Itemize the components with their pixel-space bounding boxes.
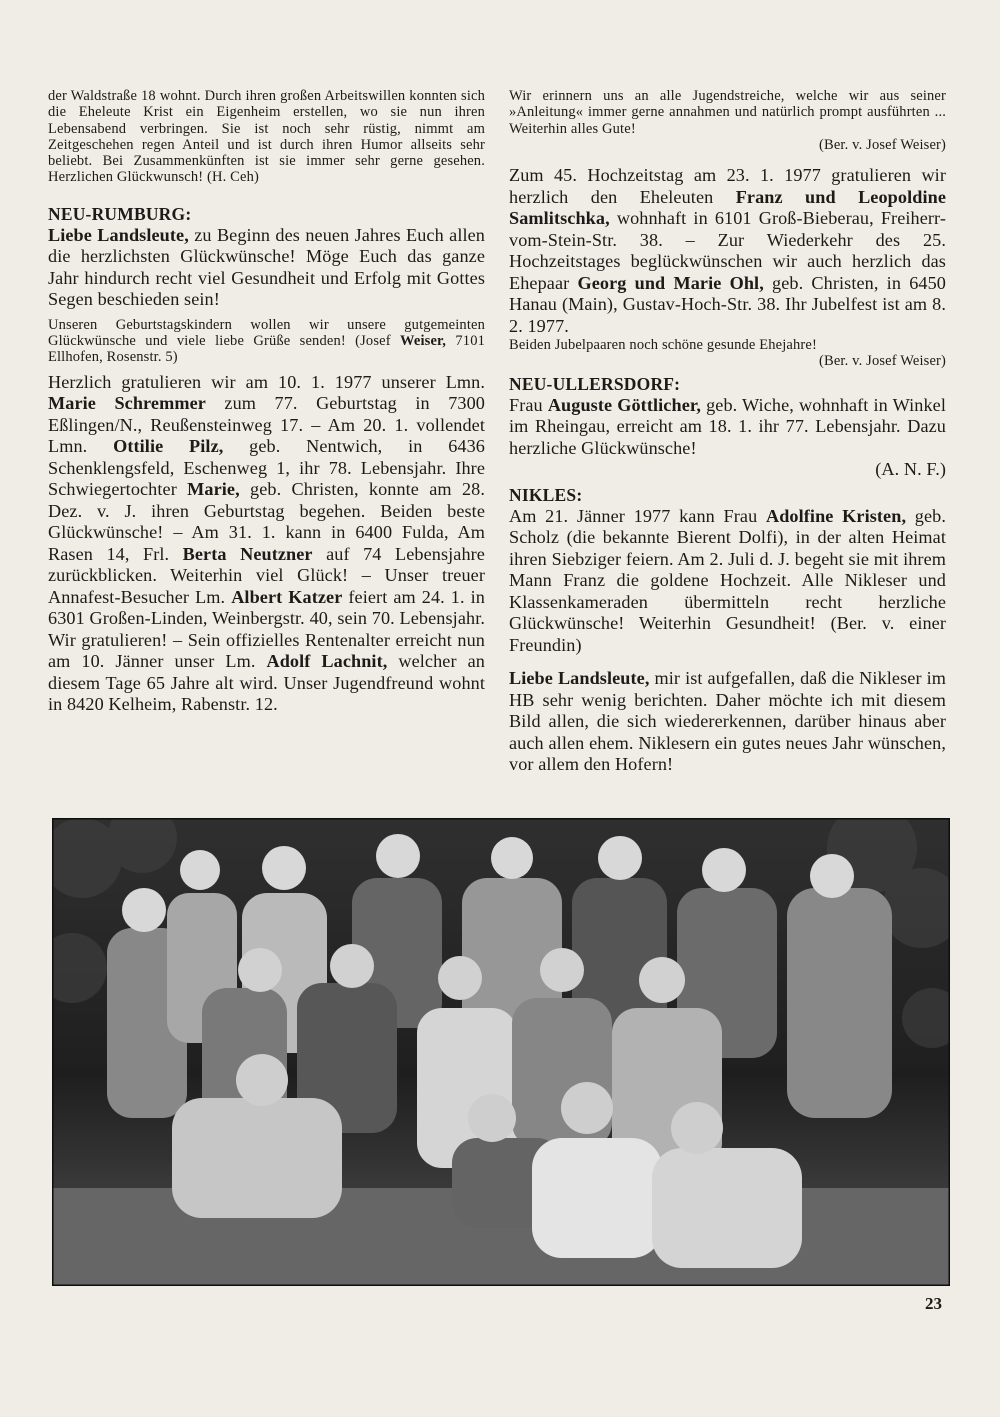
heading-neu-rumburg: NEU-RUMBURG: — [48, 203, 192, 224]
paragraph-krist: der Waldstraße 18 wohnt. Durch ihren großen Arbeitswillen konnten sich die Eheleute Krist ein Eigenheim erstellen, wo sie nun ihren Lebensabend verbringen. Sie ist noch sehr rüstig, nimmt am Zeitgeschehen regen Anteil und ist durch ihren Humor allseits sehr beliebt. Bei Zusammenkünften ist sie immer sehr gerne gesehen. Herzlichen Glückwunsch! (H. Ceh) — [48, 88, 485, 186]
paragraph-neu-rumburg-greeting: Liebe Landsleute, zu Beginn des neuen Jahres Euch allen die herzlichsten Glückwünsche! Möge Euch das ganze Jahr hindurch recht viel Gesundheit und Erfolg mit Gottes Segen beschieden sein! — [48, 224, 486, 310]
credit-josef-weiser-2: (Ber. v. Josef Weiser) — [819, 353, 946, 370]
left-column — [48, 88, 485, 716]
credit-josef-weiser-1: (Ber. v. Josef Weiser) — [819, 136, 946, 153]
group-photo — [52, 818, 950, 1286]
paragraph-nikleser: Liebe Landsleute, mir ist aufgefallen, daß die Nikleser im HB sehr wenig berichten. Daher möchte ich mit diesem Bild allen, die sich wiedererkennen, darüber hinaus aber auch allen ehem. Niklesern ein gutes neues Jahr wünschen, vor allem den Hofern! — [509, 668, 947, 775]
paragraph-jugendstreiche: Wir erinnern uns an alle Jugendstreiche, welche wir aus seiner »Anleitung« immer gerne annahmen und natürlich prompt ausführten ... Weiterhin alles Gute! — [509, 88, 946, 137]
page-number: 23 — [925, 1294, 942, 1313]
paragraph-birthday-intro: Unseren Geburtstagskindern wollen wir unsere gutgemeinten Glückwünsche und viele liebe Grüße senden! (Josef Weiser, 7101 Ellhofen, Rosenstr. 5) — [48, 316, 485, 366]
paragraph-kristen: Am 21. Jänner 1977 kann Frau Adolfine Kristen, geb. Scholz (die bekannte Bierent Dolfi), in der alten Heimat ihren Siebziger feiern. Am 2. Juli d. J. begeht sie mit ihrem Mann Franz die goldene Hochzeit. Alle Nikleser und Klassenkameraden übermitteln recht herzliche Glückwünsche! Weiterhin Gesundheit! (Ber. v. einer Freundin) — [509, 505, 946, 655]
credit-anf: (A. N. F.) — [875, 459, 946, 480]
paragraph-hochzeitstag: Zum 45. Hochzeitstag am 23. 1. 1977 gratulieren wir herzlich den Eheleuten Franz und Leopoldine Samlitschka, wohnhaft in 6101 Groß-Bieberau, Freiherr-vom-Stein-Str. 38. – Zur Wiederkehr des 25. Hochzeitstages beglückwünschen wir auch herzlich das Ehepaar Georg und Marie Ohl, geb. Christen, in 6450 Hanau (Main), Gustav-Hoch-Str. 38. Ihr Jubelfest ist am 8. 2. 1977. — [509, 165, 946, 336]
paragraph-jubelpaare: Beiden Jubelpaaren noch schöne gesunde Ehejahre! — [509, 337, 817, 354]
paragraph-goettlicher: Frau Auguste Göttlicher, geb. Wiche, wohnhaft in Winkel im Rheingau, erreicht am 18. 1. ihr 77. Lebensjahr. Dazu herzliche Glückwünsche! — [509, 394, 947, 458]
group-photo-illustration — [52, 818, 950, 1286]
heading-nikles: NIKLES: — [509, 484, 583, 505]
paragraph-birthdays: Herzlich gratulieren wir am 10. 1. 1977 unserer Lmn. Marie Schremmer zum 77. Geburtstag in 7300 Eßlingen/N., Reußensteinweg 17. – Am 20. 1. vollendet Lmn. Ottilie Pilz, geb. Nentwich, in 6436 Schenklengsfeld, Eschenweg 1, ihr 78. Lebensjahr. Ihre Schwiegertochter Marie, geb. Christen, konnte am 28. Dez. v. J. ihren Geburtstag begehen. Beiden beste Glückwünsche! – Am 31. 1. kann in 6400 Fulda, Am Rasen 14, Frl. Berta Neutzner auf 74 Lebensjahre zurückblicken. Weiterhin viel Glück! – Unser treuer Annafest-Besucher Lm. Albert Katzer feiert am 24. 1. in 6301 Großen-Linden, Weinbergstr. 40, sein 70. Lebensjahr. Wir gratulieren! – Sein offizielles Rentenalter erreicht nun am 10. Jänner unser Lm. Adolf Lachnit, welcher an diesem Tage 65 Jahre alt wird. Unser Jugendfreund wohnt in 8420 Kelheim, Rabenstr. 12. — [48, 371, 485, 715]
bold-text: Liebe Landsleute, — [48, 224, 189, 245]
heading-neu-ullersdorf: NEU-ULLERSDORF: — [509, 373, 681, 394]
right-column — [509, 88, 946, 776]
